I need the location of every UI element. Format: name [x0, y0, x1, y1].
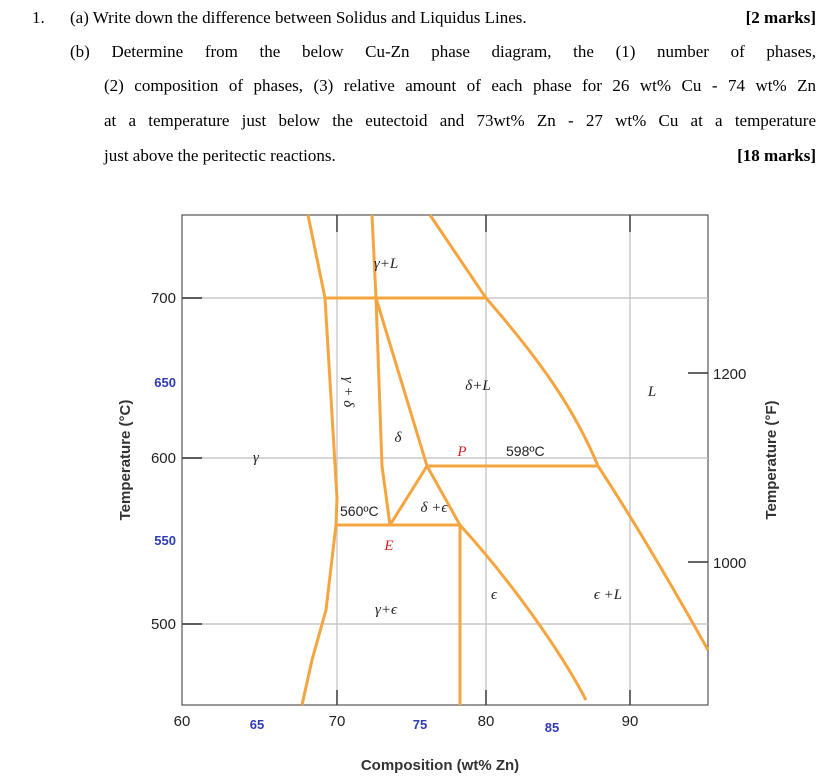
- phase-boundaries: [302, 215, 708, 705]
- delta-epsilon-left: [390, 466, 427, 525]
- annotation-560C: 560ºC: [340, 503, 379, 519]
- question-part-b-line4: just above the peritectic reactions.: [104, 146, 336, 165]
- x-tick-80: 80: [477, 713, 495, 730]
- x-tick-90: 90: [621, 713, 639, 730]
- y-tick-550: 550: [154, 533, 176, 548]
- y-axis-title-left: Temperature (°C): [117, 399, 134, 521]
- region-delta-epsilon: δ +ϵ: [420, 500, 448, 516]
- region-gamma-delta: γ + δ: [340, 376, 356, 408]
- gamma-solvus-lower: [302, 525, 336, 705]
- x-tick-70: 70: [328, 713, 346, 730]
- point-P: P: [457, 444, 467, 460]
- question-part-b-line3: at a temperature just below the eutectoid and 73wt% Zn - 27 wt% Cu at a temperature: [104, 111, 816, 130]
- region-L: L: [647, 384, 657, 400]
- x-tick-85: 85: [544, 720, 560, 735]
- x-tick-60: 60: [173, 713, 191, 730]
- gamma-solvus-upper: [325, 298, 337, 525]
- y-axis-title-right: Temperature (°F): [763, 400, 780, 520]
- question-part-a: (a) Write down the difference between Solidus and Liquidus Lines.: [70, 8, 527, 27]
- region-gamma-epsilon: γ+ϵ: [374, 602, 398, 618]
- y-right-tick-1200: 1200: [713, 366, 747, 383]
- epsilon-solidus: [460, 525, 586, 700]
- grid: [182, 215, 708, 705]
- liquidus-epsilon: [486, 298, 598, 466]
- x-axis-title: Composition (wt% Zn): [360, 757, 520, 774]
- question-number: 1.: [32, 8, 45, 27]
- region-delta: δ: [394, 430, 402, 446]
- delta-boundary-right: [376, 298, 427, 466]
- liquidus-delta: [430, 215, 486, 298]
- region-epsilon-L: ϵ +L: [593, 587, 623, 603]
- delta-epsilon-right: [427, 466, 460, 525]
- y-tick-500: 500: [150, 616, 176, 633]
- y-tick-650: 650: [154, 375, 176, 390]
- x-tick-65: 65: [249, 717, 265, 732]
- point-E: E: [384, 538, 394, 554]
- annotation-598C: 598ºC: [506, 443, 545, 459]
- region-gamma-L: γ+L: [373, 256, 399, 272]
- question-part-b-line2: (2) composition of phases, (3) relative amount of each phase for 26 wt% Cu - 74 wt% Zn: [104, 76, 816, 95]
- epsilon-liquidus: [598, 466, 708, 650]
- region-delta-L: δ+L: [465, 378, 491, 394]
- y-tick-700: 700: [150, 290, 176, 307]
- part-a-marks: [2 marks]: [745, 8, 816, 27]
- liquidus-gamma: [308, 215, 325, 298]
- region-epsilon: ϵ: [490, 587, 498, 603]
- question-part-b-line1: (b) Determine from the below Cu-Zn phase diagram, the (1) number of phases,: [70, 42, 816, 61]
- y-right-tick-1000: 1000: [713, 555, 747, 572]
- y-tick-600: 600: [150, 450, 176, 467]
- part-b-marks: [18 marks]: [737, 146, 816, 165]
- x-tick-75: 75: [412, 717, 428, 732]
- region-gamma: γ: [253, 450, 259, 466]
- ticks: [182, 215, 708, 705]
- plot-frame: [182, 215, 708, 705]
